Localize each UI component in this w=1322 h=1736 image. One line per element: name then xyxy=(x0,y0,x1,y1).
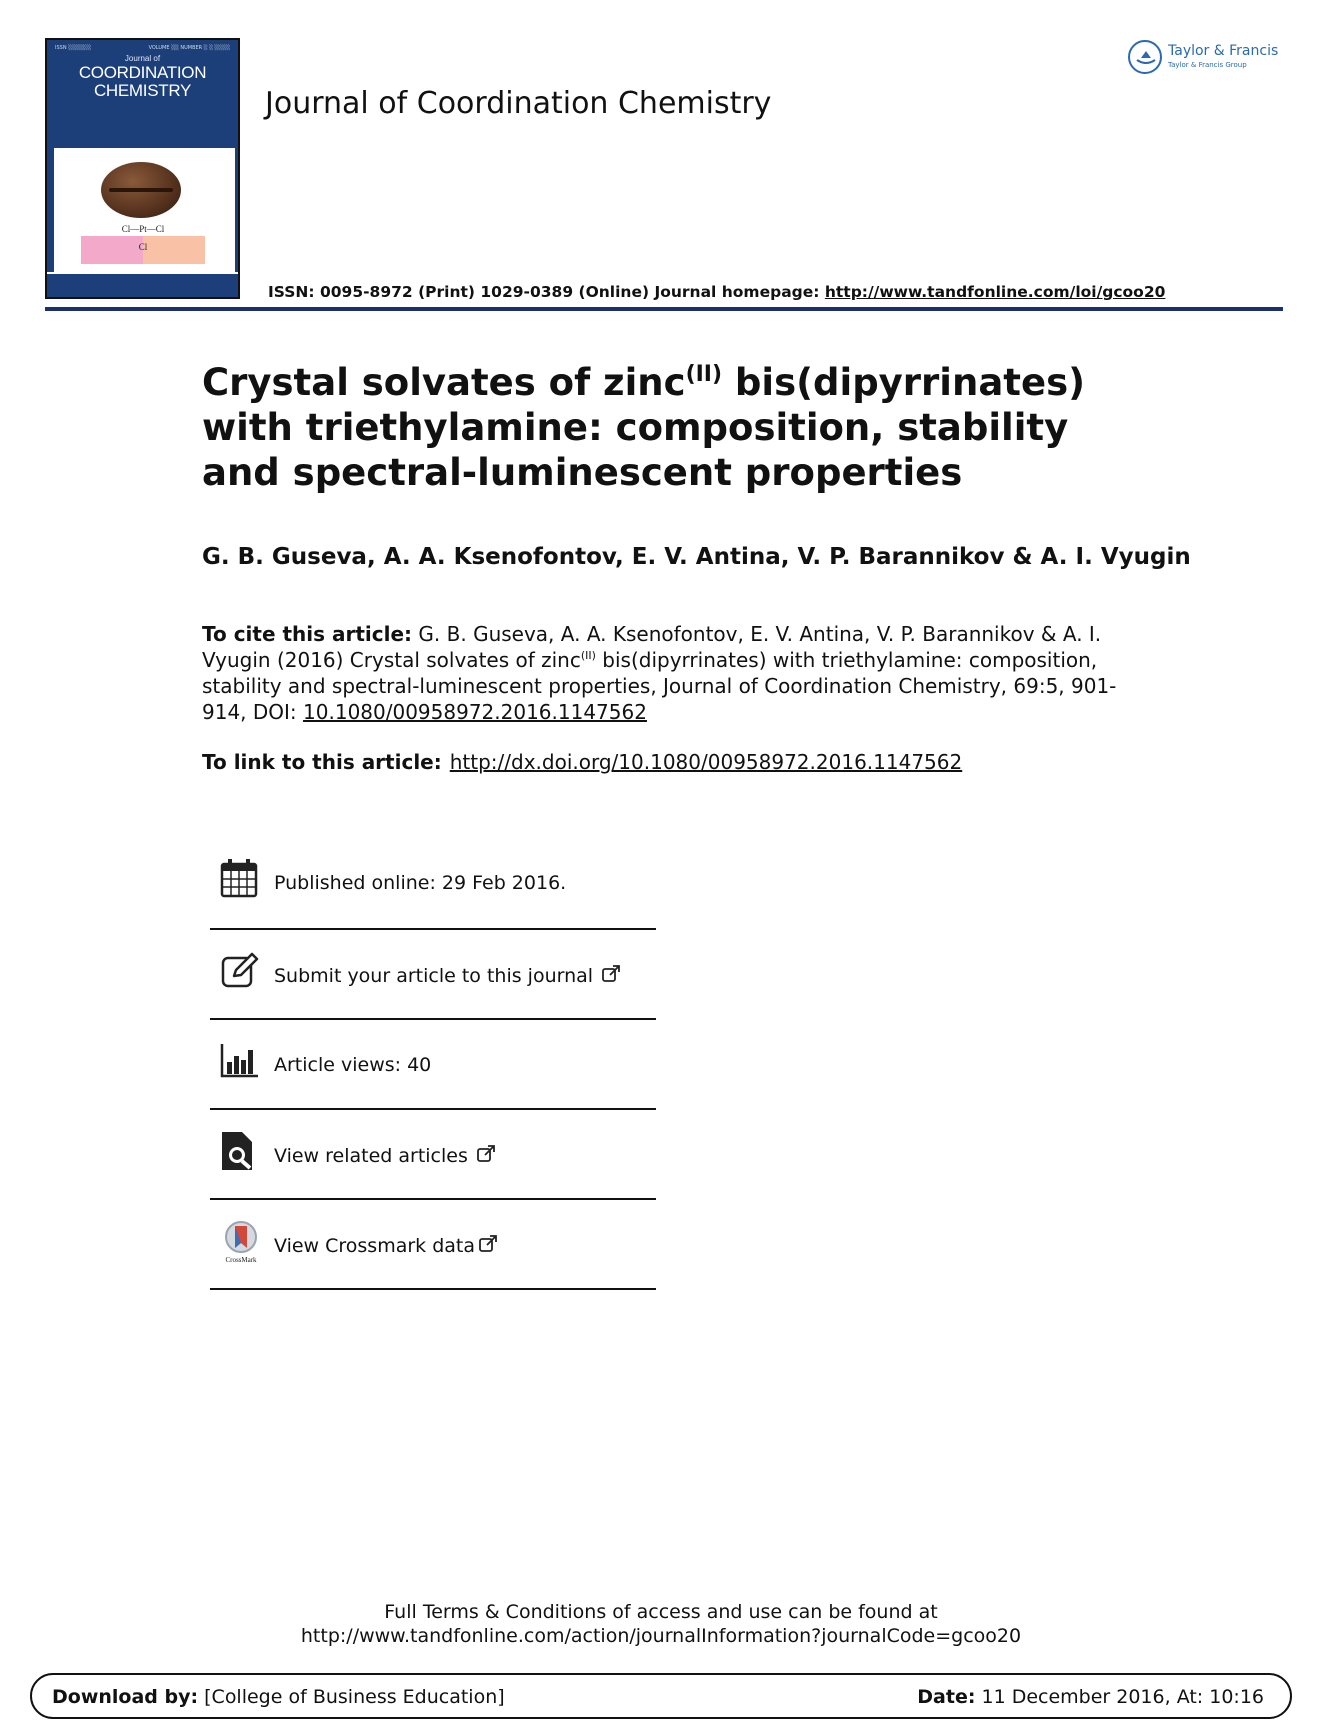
article-link-line xyxy=(202,750,962,774)
issn-line xyxy=(268,283,1165,301)
cover-title-line2: CHEMISTRY xyxy=(93,81,192,100)
crossmark-icon xyxy=(220,1220,260,1264)
related-articles-text xyxy=(274,1144,496,1169)
download-date-value: 11 December 2016, At: 10:16 xyxy=(975,1686,1264,1708)
citation-text-part2: bis(dipyrrinates) with triethylamine: composition, stability and spectral-luminescent properties, Journal of Coordination Chemistry, 69:5, 901-914, DOI: xyxy=(202,648,1117,724)
article-title-part1: Crystal solvates of zinc xyxy=(202,361,686,404)
citation-label: To cite this article: xyxy=(202,622,413,646)
external-link-icon xyxy=(478,1234,498,1259)
download-by-label: Download by: xyxy=(52,1686,199,1708)
cover-chem-formula-bottom: Cl xyxy=(138,242,148,252)
calendar-icon xyxy=(220,858,260,902)
related-articles-label: View related articles xyxy=(274,1145,468,1167)
download-date-label: Date: xyxy=(917,1686,976,1708)
issn-text: ISSN: 0095-8972 (Print) 1029-0389 (Online) Journal homepage: xyxy=(268,283,825,301)
terms-line1: Full Terms & Conditions of access and use can be found at xyxy=(384,1601,938,1623)
download-by xyxy=(52,1686,505,1708)
published-online-text: Published online: 29 Feb 2016. xyxy=(274,872,567,894)
header-rule xyxy=(45,307,1283,311)
crossmark-logo-text: CrossMark xyxy=(225,1256,257,1264)
citation-doi-link[interactable]: 10.1080/00958972.2016.1147562 xyxy=(303,700,647,724)
article-views-text: Article views: 40 xyxy=(274,1054,432,1076)
submit-article-label: Submit your article to this journal xyxy=(274,965,594,987)
document-search-icon xyxy=(220,1130,260,1174)
cover-journal-of: Journal of xyxy=(124,54,161,63)
download-date xyxy=(917,1686,1264,1708)
terms-url[interactable]: http://www.tandfonline.com/action/journalInformation?journalCode=gcoo20 xyxy=(300,1625,1022,1647)
cover-title xyxy=(47,64,238,100)
citation-superscript: (II) xyxy=(580,649,596,662)
published-online-row xyxy=(210,838,656,930)
external-link-icon xyxy=(476,1144,496,1169)
cover-tiny-text: ISSN ░░░░░░ VOLUME ░░ NUMBER ░ ░ ░░░░ xyxy=(55,45,230,51)
download-info-bar xyxy=(30,1673,1292,1719)
article-authors: G. B. Guseva, A. A. Ksenofontov, E. V. Antina, V. P. Barannikov & A. I. Vyugin xyxy=(202,544,1191,570)
taylor-francis-icon xyxy=(1128,40,1162,74)
related-articles-row[interactable] xyxy=(210,1110,656,1200)
link-label: To link to this article: xyxy=(202,750,442,774)
article-title-superscript: (II) xyxy=(685,362,723,387)
bar-chart-icon xyxy=(220,1040,260,1084)
crossmark-row[interactable] xyxy=(210,1200,656,1290)
article-views-row xyxy=(210,1020,656,1110)
article-info-list xyxy=(210,838,656,1290)
journal-homepage-link[interactable]: http://www.tandfonline.com/loi/gcoo20 xyxy=(824,283,1166,301)
download-by-value: [College of Business Education] xyxy=(198,1686,505,1708)
journal-title: Journal of Coordination Chemistry xyxy=(265,86,772,121)
journal-cover-image xyxy=(45,38,240,299)
article-title xyxy=(202,360,1142,495)
terms-and-conditions xyxy=(0,1600,1322,1648)
coffee-bean-illustration xyxy=(101,162,181,218)
citation-text-part1: G. B. Guseva, A. A. Ksenofontov, E. V. Antina, V. P. Barannikov & A. I. Vyugin (2016) Crystal solvates of zinc xyxy=(202,622,1102,672)
publisher-logo[interactable] xyxy=(1128,40,1288,76)
article-doi-url[interactable]: http://dx.doi.org/10.1080/00958972.2016.1147562 xyxy=(449,750,963,774)
edit-icon xyxy=(220,950,260,994)
citation-block xyxy=(202,621,1142,725)
publisher-sub: Taylor & Francis Group xyxy=(1168,61,1247,69)
external-link-icon xyxy=(601,964,621,989)
cover-title-line1: COORDINATION xyxy=(78,63,207,82)
cover-chem-formula: Cl—Pt—Cl xyxy=(121,224,165,234)
crossmark-text xyxy=(274,1234,498,1259)
cover-bottom-band xyxy=(47,274,238,299)
submit-article-row[interactable] xyxy=(210,930,656,1020)
publisher-name: Taylor & Francis xyxy=(1168,43,1279,59)
crossmark-label: View Crossmark data xyxy=(274,1235,476,1257)
article-title-part2: bis(dipyrrinates) with triethylamine: composition, stability and spectral-luminescent properties xyxy=(202,361,1086,494)
submit-article-text xyxy=(274,964,621,989)
